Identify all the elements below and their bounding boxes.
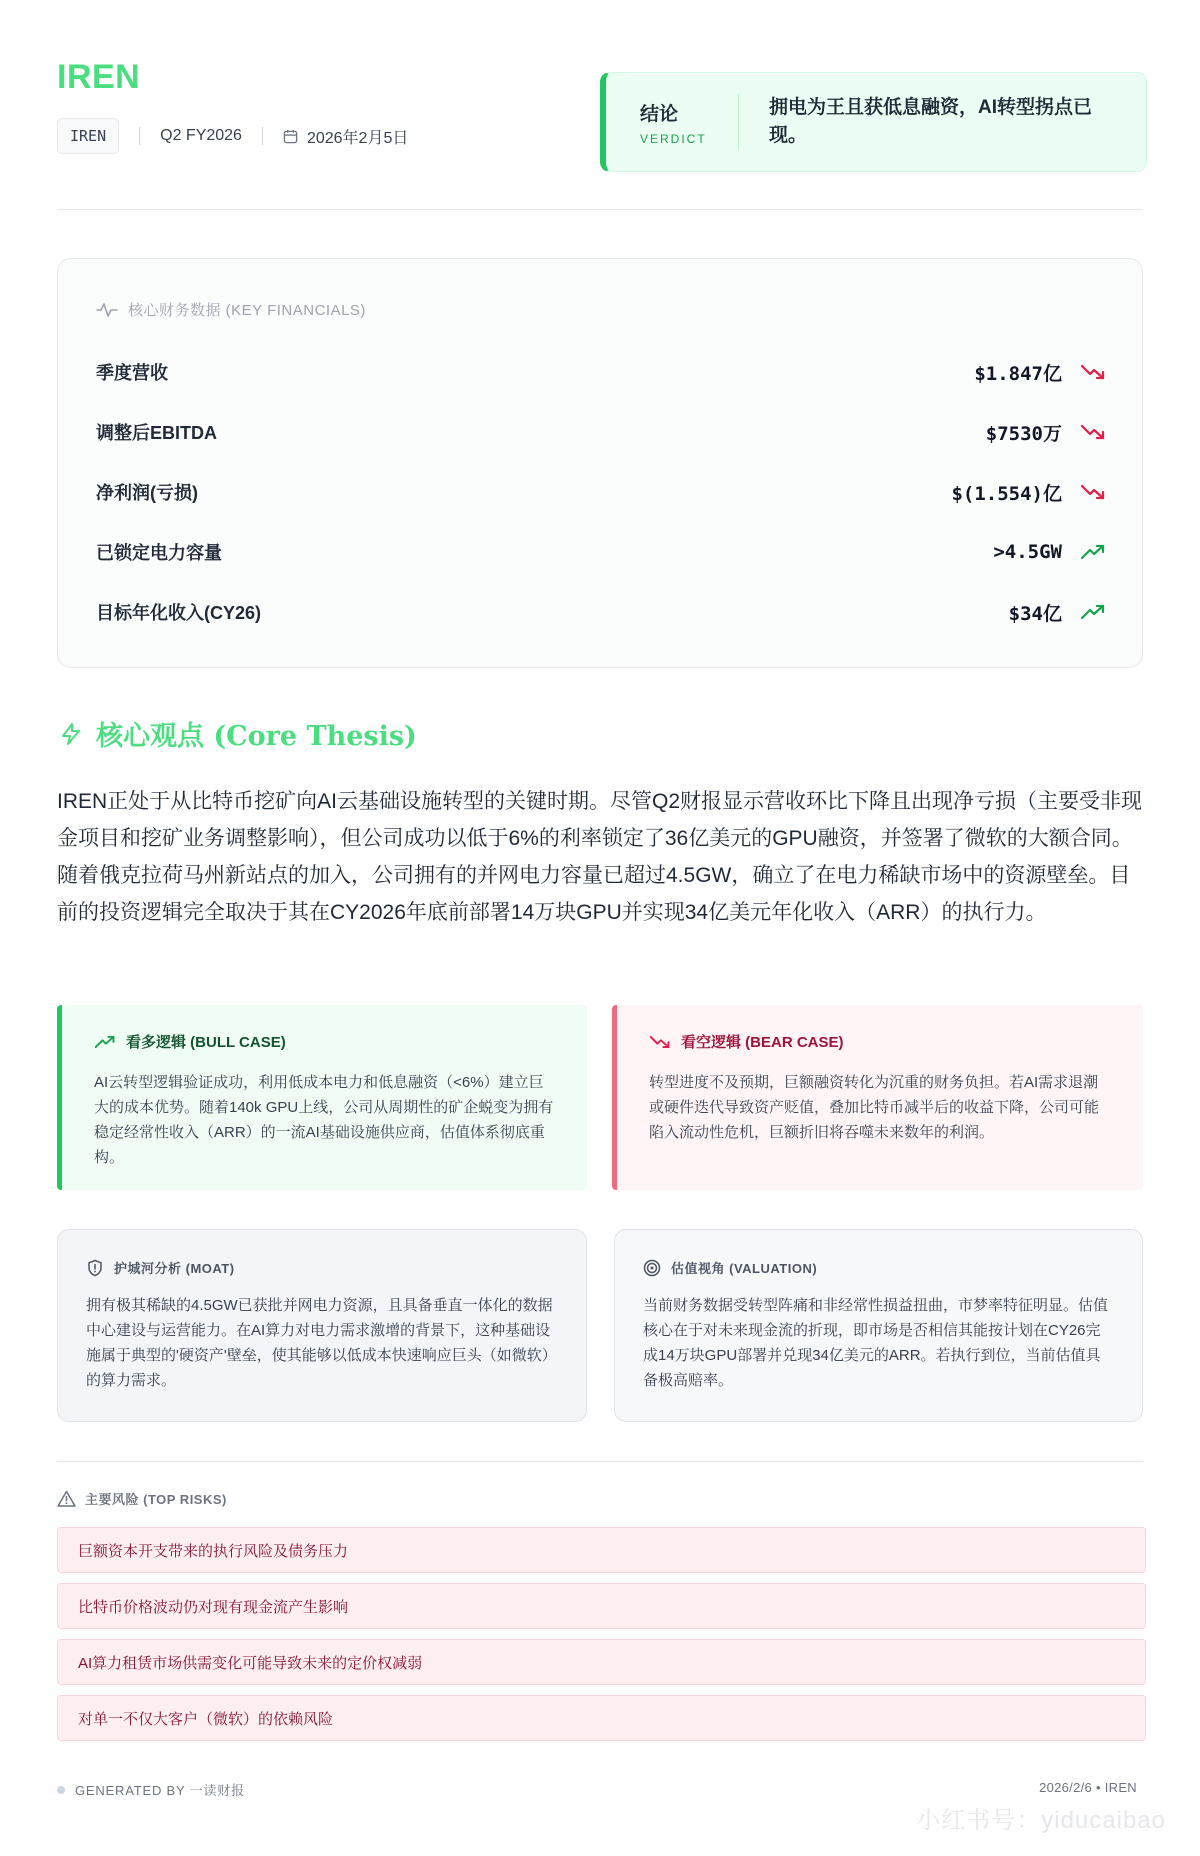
moat-body: 拥有极其稀缺的4.5GW已获批并网电力资源，且具备垂直一体化的数据中心建设与运营能力。在AI算力对电力需求激增的背景下，这种基础设施属于典型的'硬资产'壁垒，使其能够以低成本快速响应巨头（如微软）的算力需求。 (86, 1297, 557, 1389)
company-title: IREN (57, 58, 141, 96)
trend-down-icon (1080, 483, 1106, 501)
trend-up-icon (1080, 543, 1106, 561)
lightning-icon (60, 722, 82, 746)
fiscal-period: Q2 FY2026 (160, 127, 242, 144)
valuation-body: 当前财务数据受转型阵痛和非经常性损益扭曲，市梦率特征明显。估值核心在于对未来现金流的折现，即市场是否相信其能按计划在CY26完成14万块GPU部署并兑现34亿美元的ARR。若执行到位，当前估值具备极高赔率。 (643, 1297, 1109, 1389)
target-icon (643, 1259, 661, 1277)
moat-heading-text: 护城河分析 (MOAT) (114, 1261, 235, 1276)
footer-generated-text: GENERATED BY 一读财报 (75, 1783, 245, 1798)
verdict-label (606, 99, 738, 146)
bear-case-body: 转型进度不及预期，巨额融资转化为沉重的财务负担。若AI需求退潮或硬件迭代导致资产贬值，叠加比特币减半后的收益下降，公司可能陷入流动性危机，巨额折旧将吞噬未来数年的利润。 (649, 1074, 1100, 1141)
calendar-icon (283, 129, 298, 144)
verdict-label-zh: 结论 (640, 103, 679, 125)
bull-case-card (57, 1005, 587, 1190)
valuation-heading (643, 1258, 1114, 1277)
section-divider (57, 1461, 1143, 1462)
key-financials-card (57, 258, 1143, 668)
ticker-badge: IREN (57, 118, 119, 154)
valuation-heading-text: 估值视角 (VALUATION) (671, 1261, 818, 1276)
financial-label: 已锁定电力容量 (96, 543, 222, 563)
risk-item: 巨额资本开支带来的执行风险及债务压力 (57, 1527, 1146, 1573)
footer-generated (57, 1780, 245, 1799)
thesis-body: IREN正处于从比特币挖矿向AI云基础设施转型的关键时期。尽管Q2财报显示营收环比下降且出现净亏损（主要受非现金项目和挖矿业务调整影响），但公司成功以低于6%的利率锁定了36亿美元的GPU融资，并签署了微软的大额合同。随着俄克拉荷马州新站点的加入，公司拥有的并网电力容量已超过4.5GW，确立了在电力稀缺市场中的资源壁垒。目前的投资逻辑完全取决于其在CY2026年底前部署14万块GPU并实现34亿美元年化收入（ARR）的执行力。 (57, 790, 1143, 924)
risk-item: 比特币价格波动仍对现有现金流产生影响 (57, 1583, 1146, 1629)
bear-case-heading-text: 看空逻辑 (BEAR CASE) (681, 1034, 844, 1051)
bear-case-heading (649, 1031, 1113, 1052)
verdict-card (600, 72, 1147, 172)
trend-up-icon (94, 1034, 116, 1050)
meta-divider (139, 127, 140, 145)
risks-heading (57, 1489, 227, 1508)
thesis-heading-text: 核心观点 (Core Thesis) (96, 721, 417, 752)
meta-divider (262, 127, 263, 145)
financial-row (96, 597, 1106, 627)
financials-heading-text: 核心财务数据 (KEY FINANCIALS) (128, 302, 366, 319)
financial-value: $1.847亿 (974, 362, 1062, 385)
watermark: 小红书号：yiducaibao (916, 1807, 1166, 1834)
risk-item: 对单一不仅大客户（微软）的依赖风险 (57, 1695, 1146, 1741)
bull-case-heading-text: 看多逻辑 (BULL CASE) (126, 1034, 286, 1051)
verdict-text: 拥电为王且获低息融资，AI转型拐点已现。 (769, 97, 1093, 146)
trend-down-icon (1080, 423, 1106, 441)
footer-date-ticker: 2026/2/6 • IREN (1039, 1780, 1137, 1795)
header-meta (57, 118, 408, 154)
shield-icon (86, 1259, 104, 1277)
financial-row (96, 357, 1106, 387)
bear-case-card (612, 1005, 1143, 1190)
bull-case-heading (94, 1031, 557, 1052)
warning-icon (57, 1490, 76, 1507)
report-date: 2026年2月5日 (306, 129, 409, 147)
trend-up-icon (1080, 603, 1106, 621)
financial-value: $7530万 (985, 422, 1062, 445)
financial-row (96, 477, 1106, 507)
financial-row (96, 537, 1106, 567)
risk-item: AI算力租赁市场供需变化可能导致未来的定价权减弱 (57, 1639, 1146, 1685)
pulse-icon (96, 302, 118, 318)
financial-label: 净利润(亏损) (96, 483, 198, 503)
trend-down-icon (1080, 363, 1106, 381)
bull-case-body: AI云转型逻辑验证成功，利用低成本电力和低息融资（<6%）建立巨大的成本优势。随着140k GPU上线，公司从周期性的矿企蜕变为拥有稳定经常性收入（ARR）的一流AI基础设施供应商，估值体系彻底重构。 (94, 1074, 554, 1166)
valuation-card (614, 1229, 1143, 1422)
trend-down-icon (649, 1034, 671, 1050)
verdict-label-en: VERDICT (640, 131, 707, 146)
thesis-heading (60, 714, 417, 753)
financial-label: 季度营收 (96, 363, 168, 383)
financial-value: >4.5GW (993, 541, 1062, 563)
financial-value: $(1.554)亿 (951, 482, 1062, 505)
financial-value: $34亿 (1008, 602, 1062, 625)
moat-heading (86, 1258, 558, 1277)
financial-label: 目标年化收入(CY26) (96, 603, 262, 623)
financials-heading (96, 299, 366, 320)
financial-label: 调整后EBITDA (96, 423, 217, 443)
financial-row (96, 417, 1106, 447)
header-divider (57, 209, 1143, 210)
status-dot (57, 1786, 65, 1794)
moat-card (57, 1229, 587, 1422)
risks-heading-text: 主要风险 (TOP RISKS) (85, 1492, 227, 1507)
